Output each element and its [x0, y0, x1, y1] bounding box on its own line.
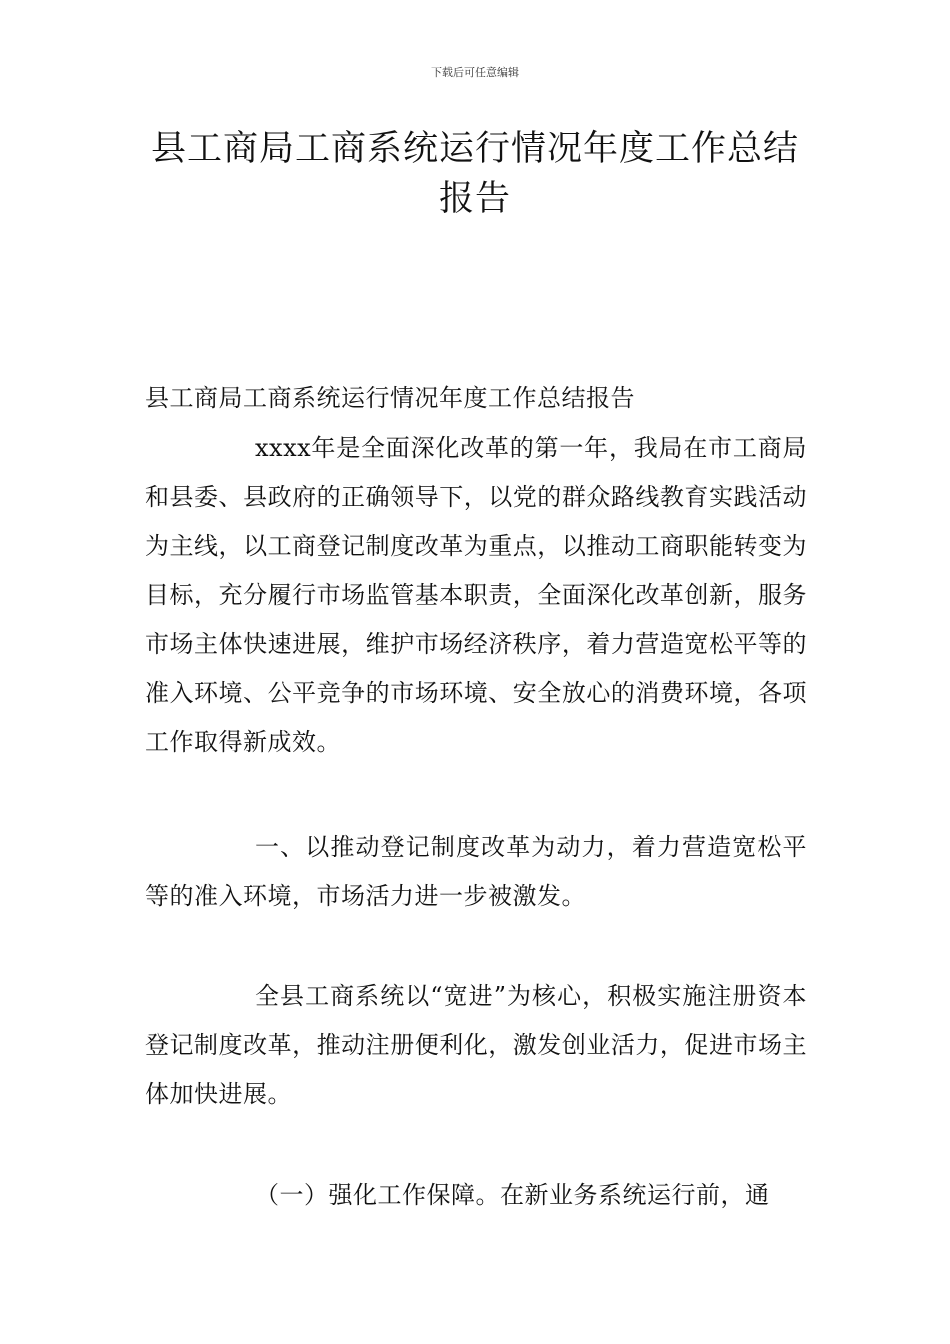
document-title: 县工商局工商系统运行情况年度工作总结报告 — [150, 129, 799, 219]
paragraph-intro: xxxx年是全面深化改革的第一年，我局在市工商局和县委、县政府的正确领导下，以党的群众路线教育实践活动为主线，以工商登记制度改革为重点，以推动工商职能转变为目标，充分履行市场监管基本职责，全面深化改革创新，服务市场主体快速进展，维护市场经济秩序，着力营造宽松平等的准入环境、公平竞争的市场环境、安全放心的消费环境，各项工作取得新成效。 — [145, 434, 807, 756]
header-note: 下载后可任意编辑 — [431, 66, 519, 79]
document-subtitle: 县工商局工商系统运行情况年度工作总结报告 — [145, 384, 635, 412]
paragraph-subsection-one: （一）强化工作保障。在新业务系统运行前，通 — [255, 1181, 770, 1209]
paragraph-section-one-body: 全县工商系统以“宽进”为核心，积极实施注册资本登记制度改革，推动注册便利化，激发创业活力，促进市场主体加快进展。 — [145, 982, 807, 1108]
paragraph-section-one-heading: 一、以推动登记制度改革为动力，着力营造宽松平等的准入环境，市场活力进一步被激发。 — [145, 833, 807, 910]
